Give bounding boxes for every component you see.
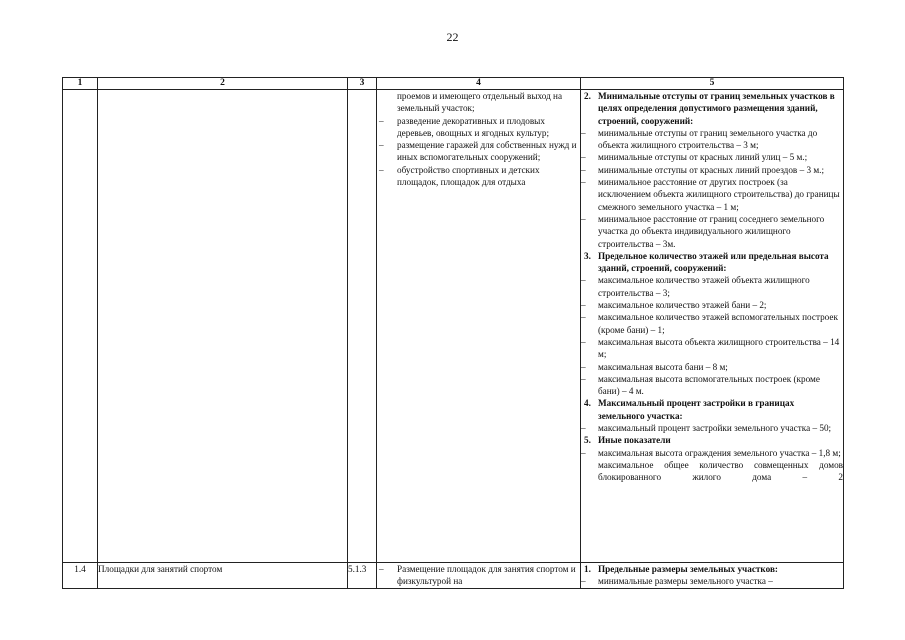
list-item bbox=[377, 115, 580, 140]
list-dash: – bbox=[581, 213, 586, 224]
paragraph: максимальное общее количество совмещенных домов блокированного жилого дома – 2 bbox=[598, 459, 843, 483]
list-item-text: Размещение площадок для занятия спортом и физкультурой на bbox=[397, 564, 576, 587]
table-row bbox=[63, 90, 844, 563]
list-item-text: максимальная высота объекта жилищного строительства – 14 м; bbox=[598, 336, 840, 360]
list-dash: – bbox=[581, 312, 586, 323]
table-row bbox=[63, 563, 844, 589]
permitted-use-cell bbox=[377, 563, 581, 589]
row-number-cell: 1.4 bbox=[63, 563, 98, 589]
permitted-use-cell bbox=[377, 90, 581, 563]
section-number: 3. bbox=[584, 250, 591, 261]
header-cell-2: 2 bbox=[98, 78, 348, 90]
list-item bbox=[377, 164, 580, 189]
list-item bbox=[581, 361, 843, 373]
list-item bbox=[377, 90, 580, 115]
list-item bbox=[581, 575, 843, 587]
list-dash: – bbox=[581, 300, 586, 311]
table-header-row bbox=[63, 78, 844, 90]
list-item bbox=[581, 336, 843, 361]
list-item-text: минимальное расстояние от других построек (за исключением объекта жилищного строительства) до границы смежного земельного участка – 1 м; bbox=[598, 177, 840, 212]
list-item bbox=[581, 164, 843, 176]
list-dash: – bbox=[379, 140, 384, 151]
list-item-text: минимальные отступы от границ земельного участка до объекта жилищного строительства – 3 м; bbox=[598, 127, 818, 151]
list-item: – Размещение площадок для занятия спортом и физкультурой на bbox=[379, 564, 576, 587]
section-title: Предельное количество этажей или предельная высота зданий, строений, сооружений: bbox=[598, 250, 829, 274]
parameters-cell bbox=[581, 563, 844, 589]
section-title: Иные показатели bbox=[598, 435, 671, 446]
list-item-text: максимальное количество этажей объекта жилищного строительства – 3; bbox=[598, 275, 810, 298]
list-item-text: минимальные размеры земельного участка – bbox=[598, 576, 773, 587]
parameters-cell bbox=[581, 90, 844, 563]
list-dash: – bbox=[581, 275, 586, 286]
list-item-text: обустройство спортивных и детских площадок, площадок для отдыха bbox=[397, 164, 540, 188]
regulations-table bbox=[62, 77, 844, 589]
section-title: Минимальные отступы от границ земельных участков в целях определения допустимого размещения зданий, строений, сооружений: bbox=[598, 91, 835, 126]
list-item bbox=[581, 299, 843, 311]
row-code-cell bbox=[348, 90, 377, 563]
list-dash: – bbox=[581, 423, 586, 434]
row-name-cell: Площадки для занятий спортом bbox=[98, 563, 348, 589]
header-cell-1: 1 bbox=[63, 78, 98, 90]
list-dash: – bbox=[581, 152, 586, 163]
list-dash: – bbox=[581, 164, 586, 175]
list-item-text: максимальное количество этажей бани – 2; bbox=[598, 300, 767, 311]
list-item-text: минимальные отступы от красных линий проездов – 3 м.; bbox=[598, 164, 825, 175]
list-item bbox=[581, 422, 843, 434]
list-item bbox=[581, 447, 843, 459]
section-heading bbox=[581, 250, 843, 275]
section-title: Максимальный процент застройки в границах земельного участка: bbox=[598, 398, 795, 421]
list-item-text: максимальное количество этажей вспомогательных построек (кроме бани) – 1; bbox=[598, 312, 838, 335]
list-item-text: минимальные отступы от красных линий улиц – 5 м.; bbox=[598, 152, 808, 163]
list-item bbox=[581, 213, 843, 250]
section-number: 5. bbox=[584, 435, 591, 446]
list-item-text: максимальная высота ограждения земельного участка – 1,8 м; bbox=[598, 447, 841, 458]
section-number: 4. bbox=[584, 398, 591, 409]
list-dash: – bbox=[379, 164, 384, 175]
list-dash: – bbox=[581, 336, 586, 347]
list-item-text: максимальный процент застройки земельного участка – 50; bbox=[598, 423, 832, 434]
page-number: 22 bbox=[446, 30, 459, 44]
list-item-text: максимальная высота вспомогательных построек (кроме бани) – 4 м. bbox=[598, 373, 820, 397]
list-item-text: размещение гаражей для собственных нужд и иных вспомогательных сооружений; bbox=[397, 140, 577, 163]
header-cell-3: 3 bbox=[348, 78, 377, 90]
header-cell-5: 5 bbox=[581, 78, 844, 90]
list-item bbox=[581, 311, 843, 336]
row-name-cell bbox=[98, 90, 348, 563]
section-title: Предельные размеры земельных участков: bbox=[598, 564, 778, 574]
section-heading bbox=[581, 434, 843, 446]
list-item-text: минимальное расстояние от границ соседнего земельного участка до объекта индивидуального жилищного строительства – 3м. bbox=[598, 213, 825, 249]
section-number: 2. bbox=[584, 91, 591, 101]
section-heading bbox=[581, 397, 843, 422]
section-number: 1. bbox=[584, 564, 591, 574]
list-item bbox=[581, 151, 843, 163]
list-dash: – bbox=[581, 127, 586, 138]
list-item bbox=[581, 176, 843, 213]
list-item-text: разведение декоративных и плодовых деревьев, овощных и ягодных культур; bbox=[397, 115, 550, 138]
row-code-cell: 5.1.3 bbox=[348, 563, 377, 589]
section-heading bbox=[581, 90, 843, 127]
list-dash: – bbox=[581, 447, 586, 458]
list-dash: – bbox=[581, 576, 586, 587]
list-item bbox=[377, 139, 580, 164]
list-item bbox=[581, 274, 843, 299]
section-heading bbox=[581, 563, 843, 575]
list-item bbox=[581, 127, 843, 152]
header-cell-4: 4 bbox=[377, 78, 581, 90]
list-dash: – bbox=[581, 177, 586, 188]
list-item-text: проемов и имеющего отдельный выход на земельный участок; bbox=[397, 91, 563, 114]
list-dash: – bbox=[379, 115, 384, 126]
row-number-cell bbox=[63, 90, 98, 563]
list-item-text: максимальная высота бани – 8 м; bbox=[598, 361, 728, 372]
list-dash: – bbox=[581, 373, 586, 384]
list-item bbox=[581, 373, 843, 398]
list-dash: – bbox=[581, 361, 586, 372]
